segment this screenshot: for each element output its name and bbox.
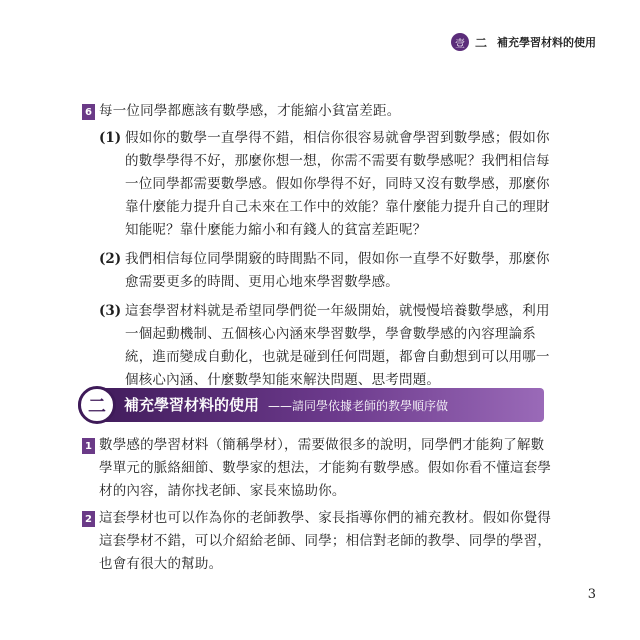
- item-text: 這套學材也可以作為你的老師教學、家長指導你們的補充教材。假如你覺得這套學材不錯，可以介紹給老師、同學；相信對老師的教學、同學的學習，也會有很大的幫助。: [99, 510, 552, 572]
- sub-item-1: [99, 127, 552, 242]
- page-number: 3: [587, 587, 596, 602]
- sub-item-text: 假如你的數學一直學得不錯，相信你很容易就會學習到數學感；假如你的數學學得不好，那麼你想一想，你需不需要有數學感呢？我們相信每一位同學都需要數學感。假如你學得不好，同時又沒有數學感，那麼你靠什麼能力提升自己未來在工作中的效能？靠什麼能力提升自己的理財知能呢？靠什麼能力縮小和有錢人的貧富差距呢？: [125, 130, 550, 238]
- point-6: [82, 100, 552, 123]
- point-marker: 6: [82, 104, 95, 120]
- point-6-block: [82, 100, 552, 392]
- sub-item-text: 這套學習材料就是希望同學們從一年級開始，就慢慢培養數學感，利用一個起動機制、五個核心內涵來學習數學，學會數學感的內容理論系統，進而變成自動化，也就是碰到任何問題，都會自動想到可以用哪一個核心內涵、什麼數學知能來解決問題、思考問題。: [125, 303, 550, 388]
- items-block: [82, 434, 552, 576]
- sub-item-2: [99, 248, 552, 294]
- sub-item-number: (1): [99, 130, 122, 146]
- list-item: [82, 507, 552, 576]
- sub-item-number: (2): [99, 251, 122, 267]
- section-number: 二: [474, 35, 487, 50]
- running-header: [451, 33, 596, 51]
- section-circle-number: 二: [78, 386, 116, 424]
- point-6-text: 每一位同學都應該有數學感，才能縮小貧富差距。: [99, 103, 401, 119]
- sub-item-text: 我們相信每位同學開竅的時間點不同，假如你一直學不好數學，那麼你愈需要更多的時間、更用心地來學習數學感。: [125, 251, 550, 290]
- item-text: 數學感的學習材料（簡稱學材），需要做很多的說明，同學們才能夠了解數學單元的脈絡細節、數學家的想法，才能夠有數學感。假如你看不懂這套學材的內容，請你找老師、家長來協助你。: [99, 437, 552, 499]
- sub-item-number: (3): [99, 303, 122, 319]
- section-subtitle: ——請同學依據老師的教學順序做: [268, 399, 449, 413]
- list-item: [82, 434, 552, 503]
- chapter-badge: 壹: [451, 33, 469, 51]
- item-marker: 2: [82, 511, 95, 527]
- section-title: 補充學習材料的使用: [124, 396, 260, 414]
- running-header-title: 補充學習材料的使用: [497, 36, 596, 49]
- item-marker: 1: [82, 438, 95, 454]
- sub-item-3: [99, 300, 552, 392]
- section-heading: [78, 386, 548, 426]
